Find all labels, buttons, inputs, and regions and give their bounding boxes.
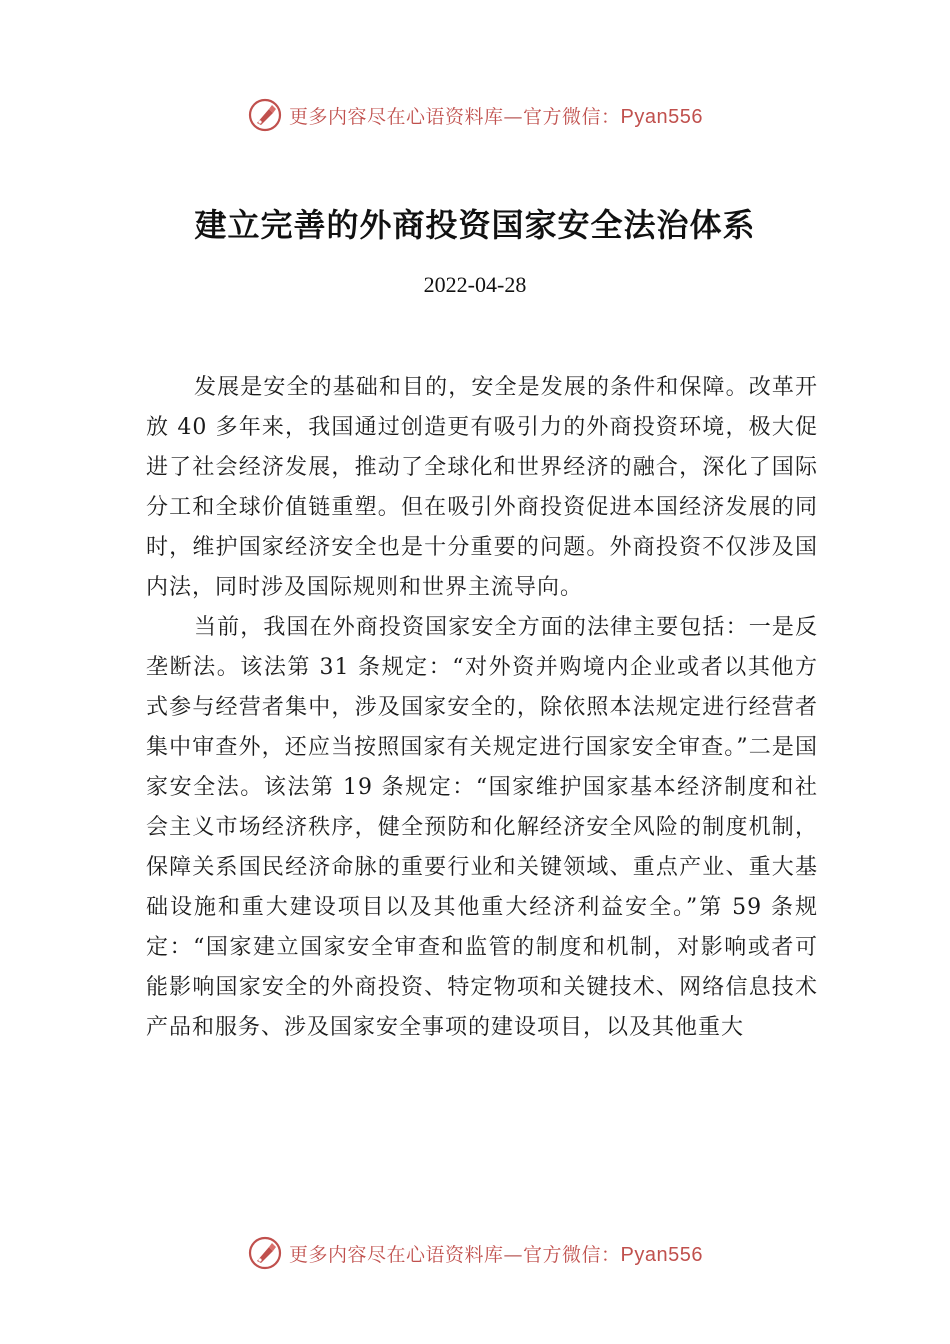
watermark-text: 更多内容尽在心语资料库—官方微信：Pyan556 — [289, 1243, 703, 1266]
watermark-wechat-id: Pyan556 — [620, 105, 703, 128]
article-title: 建立完善的外商投资国家安全法治体系 — [194, 206, 756, 244]
article-date: 2022-04-28 — [423, 272, 527, 297]
article-body — [146, 368, 818, 1048]
watermark-footer — [0, 1233, 950, 1273]
watermark-wechat-id: Pyan556 — [620, 1243, 703, 1266]
paragraph-2: 当前，我国在外商投资国家安全方面的法律主要包括：一是反垄断法。该法第 31 条规定：“对外资并购境内企业或者以其他方式参与经营者集中，涉及国家安全的，除依照本法规定进行经营者集中审查外，还应当按照国家有关规定进行国家安全审查。”二是国家安全法。该法第 19 条规定：“国家维护国家基本经济制度和社会主义市场经济秩序，健全预防和化解经济安全风险的制度机制，保障关系国民经济命脉的重要行业和关键领域、重点产业、重大基础设施和重大建设项目以及其他重大经济利益安全。”第 59 条规定：“国家建立国家安全审查和监管的制度和机制，对影响或者可能影响国家安全的外商投资、特定物项和关键技术、网络信息技术产品和服务、涉及国家安全事项的建设项目，以及其他重大 — [146, 615, 818, 1040]
pen-nib-seal-icon — [247, 1235, 283, 1271]
paragraph-1: 发展是安全的基础和目的，安全是发展的条件和保障。改革开放 40 多年来，我国通过创造更有吸引力的外商投资环境，极大促进了社会经济发展，推动了全球化和世界经济的融合，深化了国际分工和全球价值链重塑。但在吸引外商投资促进本国经济发展的同时，维护国家经济安全也是十分重要的问题。外商投资不仅涉及国内法，同时涉及国际规则和世界主流导向。 — [146, 375, 818, 600]
watermark-text: 更多内容尽在心语资料库—官方微信：Pyan556 — [289, 105, 703, 128]
watermark-header — [0, 95, 950, 135]
pen-nib-seal-icon — [247, 97, 283, 133]
